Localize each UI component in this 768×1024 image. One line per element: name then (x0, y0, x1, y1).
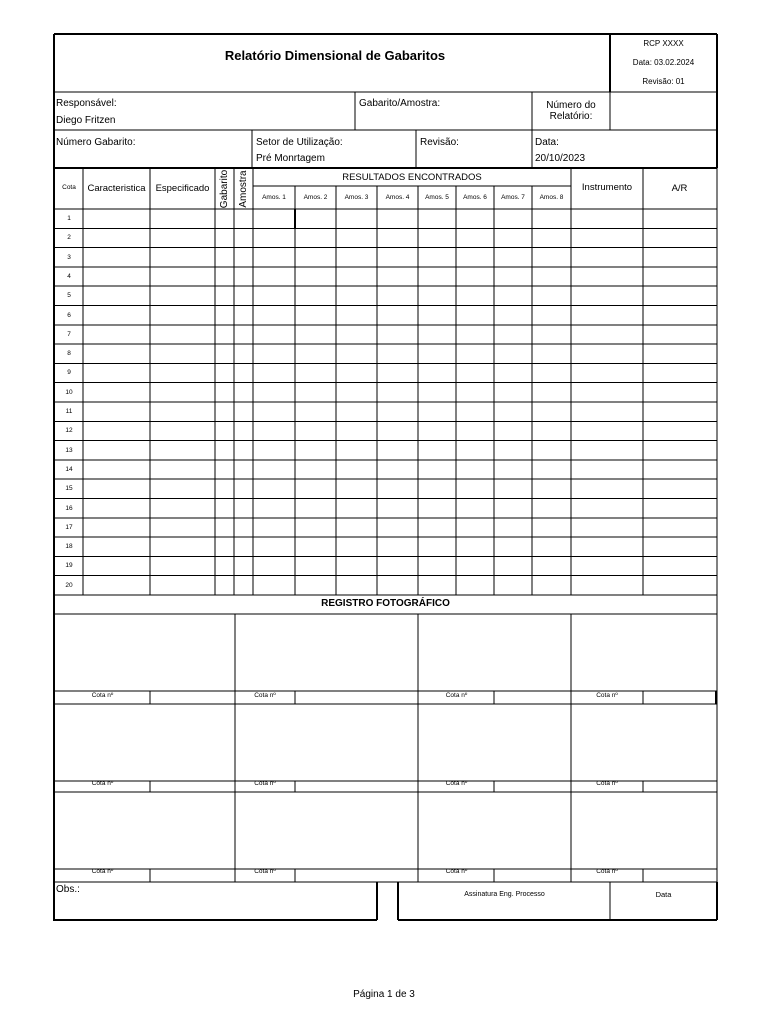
footer-data-label: Data (655, 890, 672, 899)
document-revision: Revisão: 01 (642, 77, 685, 86)
photo-cota-label: Cota nº (445, 692, 468, 699)
table-row-number: 14 (65, 465, 73, 473)
photo-cota-label: Cota nº (445, 780, 468, 787)
table-row-number: 4 (67, 272, 71, 280)
table-row-number: 10 (65, 388, 73, 396)
amostra-header-4: Amos. 4 (385, 194, 410, 201)
setor-label: Setor de Utilização: (256, 137, 343, 148)
amostra-header-1: Amos. 1 (262, 194, 286, 201)
table-row-number: 2 (67, 234, 71, 242)
photo-cota-label: Cota nº (254, 868, 276, 875)
amostra-header-5: Amos. 5 (425, 194, 449, 201)
obs-label: Obs.: (56, 884, 80, 895)
gabarito-amostra-label: Gabarito/Amostra: (359, 98, 441, 109)
amostra-header-6: Amos. 6 (463, 194, 487, 201)
document-date: Data: 03.02.2024 (632, 58, 695, 67)
responsavel-label: Responsável: (56, 98, 117, 109)
photo-cota-label: Cota nº (596, 868, 618, 875)
table-row-number: 15 (65, 485, 73, 493)
photo-cota-label: Cota nº (445, 868, 468, 875)
col-amostra-header: Amostra (238, 170, 249, 208)
photo-cota-label: Cota nº (596, 692, 618, 699)
table-row-number: 3 (67, 253, 71, 261)
responsavel-value[interactable]: Diego Fritzen (56, 115, 116, 126)
resultados-header: RESULTADOS ENCONTRADOS (342, 172, 482, 183)
registro-fotografico-title: REGISTRO FOTOGRÁFICO (321, 598, 450, 609)
numero-relatorio-label: Número do (546, 100, 596, 111)
photo-cota-label: Cota nº (254, 692, 276, 699)
amostra-header-3: Amos. 3 (344, 194, 369, 201)
table-row-number: 18 (65, 543, 73, 551)
col-caracteristica-header: Caracteristica (87, 183, 146, 194)
numero-relatorio-label-2: Relatório: (549, 111, 593, 122)
col-cota-header: Cota (62, 184, 76, 191)
revisao-label: Revisão: (420, 137, 459, 148)
table-row-number: 20 (65, 581, 73, 589)
table-row-number: 11 (65, 408, 73, 415)
data-value[interactable]: 20/10/2023 (535, 153, 586, 164)
table-row-number: 5 (67, 292, 71, 300)
numero-gabarito-label: Número Gabarito: (56, 137, 136, 148)
photo-cota-label: Cota nº (91, 868, 114, 875)
photo-cota-label: Cota nº (254, 780, 276, 787)
amostra-header-2: Amos. 2 (303, 194, 328, 201)
table-row-number: 12 (65, 427, 73, 435)
amostra-header-8: Amos. 8 (539, 194, 564, 201)
col-gabarito-header: Gabarito (219, 169, 230, 209)
table-row-number: 13 (65, 446, 73, 454)
assinatura-label: Assinatura Eng. Processo (464, 891, 545, 898)
col-ar-header: A/R (671, 183, 688, 194)
data-label: Data: (535, 137, 559, 148)
document-code: RCP XXXX (643, 39, 684, 48)
table-row-number: 16 (65, 504, 73, 512)
table-row-number: 1 (67, 215, 71, 222)
photo-cota-label: Cota nº (596, 780, 618, 787)
amostra-header-7: Amos. 7 (501, 194, 525, 201)
col-instrumento-header: Instrumento (581, 182, 633, 193)
table-row-number: 17 (65, 523, 73, 531)
setor-value[interactable]: Pré Monrtagem (256, 153, 325, 164)
photo-cota-label: Cota nº (91, 692, 114, 699)
photo-cota-label: Cota nº (91, 780, 114, 787)
table-row-number: 9 (67, 369, 71, 377)
report-title: Relatório Dimensional de Gabaritos (224, 48, 446, 63)
table-row-number: 19 (65, 562, 73, 570)
col-especificado-header: Especificado (155, 183, 210, 194)
page-number: Página 1 de 3 (353, 989, 415, 1000)
table-row-number: 7 (67, 330, 71, 338)
table-row-number: 8 (67, 350, 71, 358)
table-row-number: 6 (67, 311, 71, 319)
